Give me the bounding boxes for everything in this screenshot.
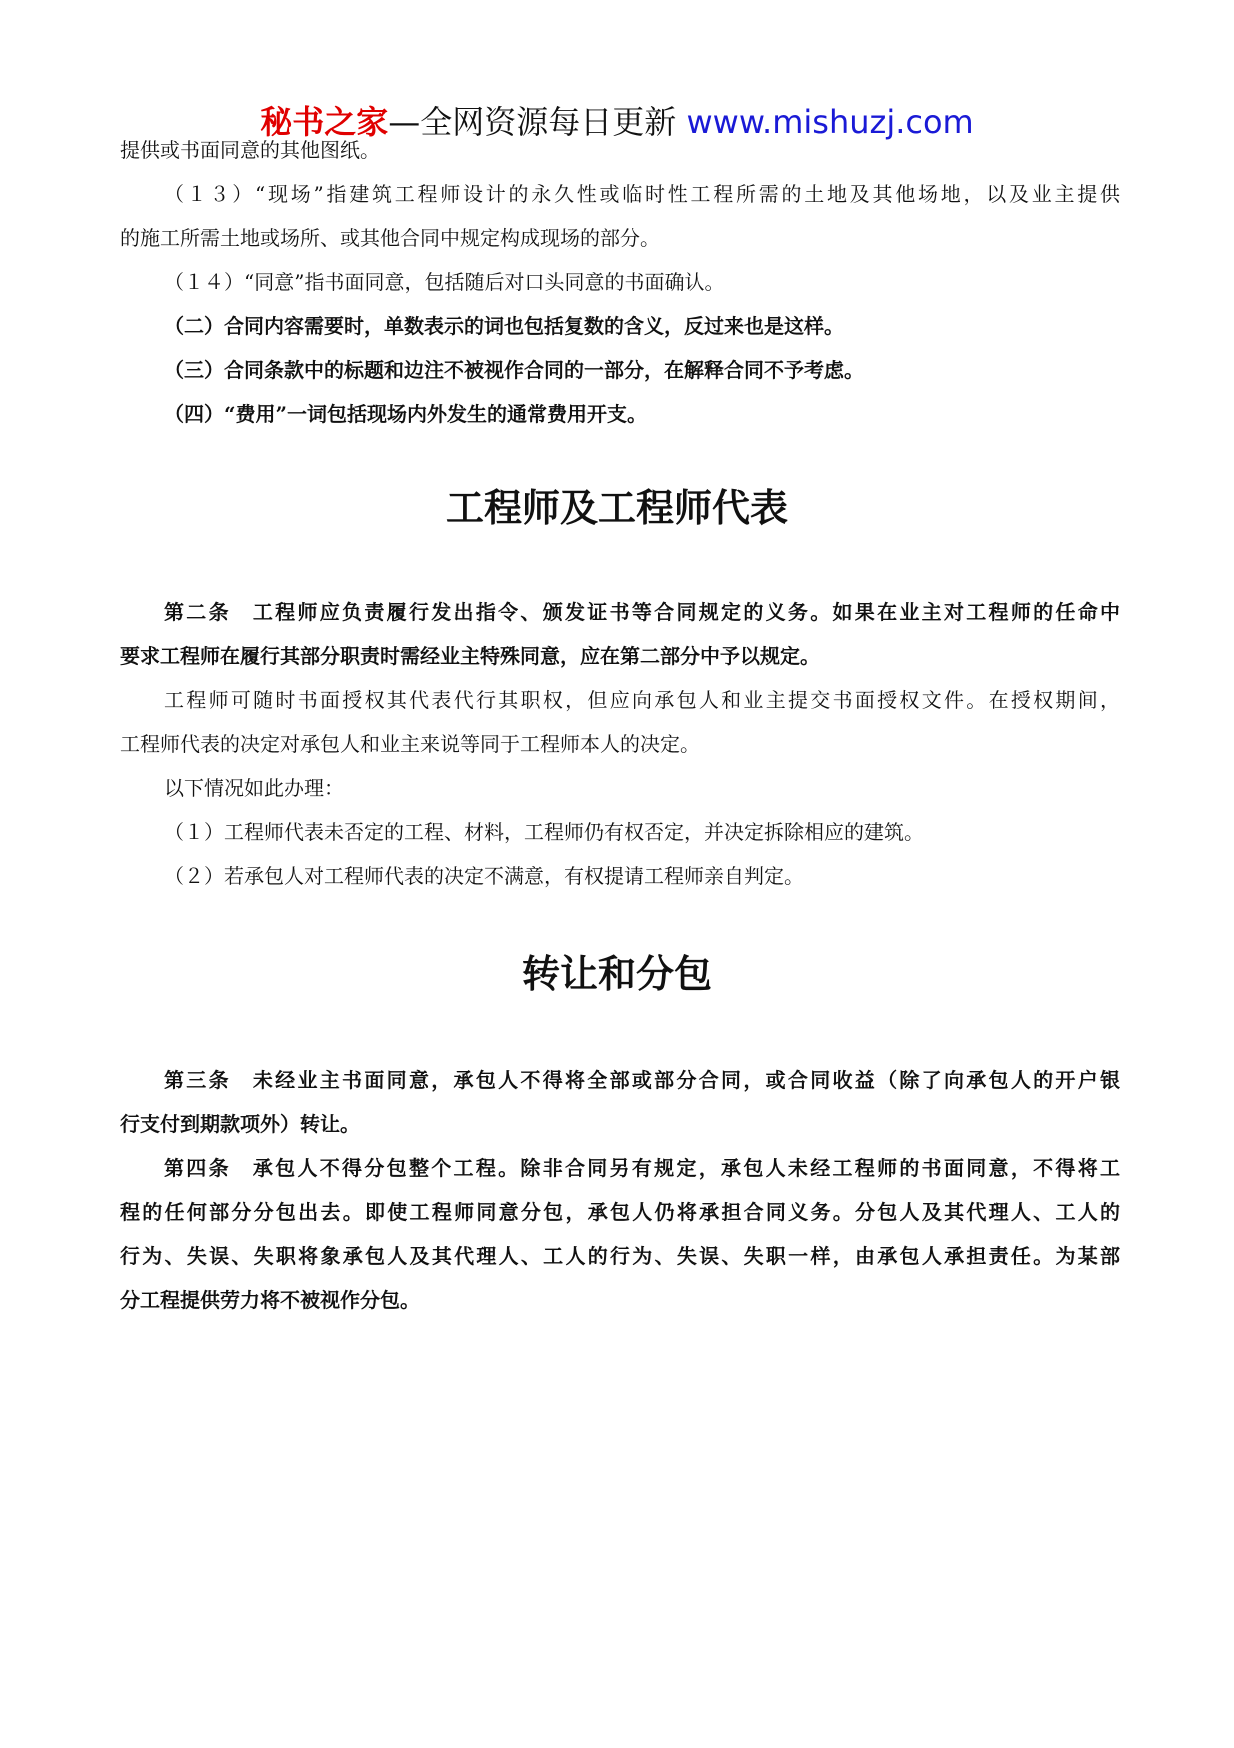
article-4-line-3: 行为、失误、失职将象承包人及其代理人、工人的行为、失误、失职一样，由承包人承担责任。为某部 bbox=[120, 1244, 1120, 1268]
article-3-line-1: 第三条 未经业主书面同意，承包人不得将全部或部分合同，或合同收益（除了向承包人的开户银 bbox=[164, 1068, 1121, 1092]
text-line: （１４）“同意”指书面同意，包括随后对口头同意的书面确认。 bbox=[164, 270, 725, 294]
section-heading: 转让和分包 bbox=[521, 951, 712, 996]
text-line: （１３）“现场”指建筑工程师设计的永久性或临时性工程所需的土地及其他场地，以及业主提供 bbox=[164, 182, 1120, 206]
article-4-line-1: 第四条 承包人不得分包整个工程。除非合同另有规定，承包人未经工程师的书面同意，不得将工 bbox=[164, 1156, 1121, 1180]
article-4-line-4: 分工程提供劳力将不被视作分包。 bbox=[120, 1288, 420, 1312]
list-item: （２）若承包人对工程师代表的决定不满意，有权提请工程师亲自判定。 bbox=[164, 864, 804, 888]
text-line: 工程师可随时书面授权其代表代行其职权，但应向承包人和业主提交书面授权文件。在授权期间， bbox=[164, 688, 1120, 712]
article-4-line-2: 程的任何部分分包出去。即使工程师同意分包，承包人仍将承担合同义务。分包人及其代理人、工人的 bbox=[120, 1200, 1120, 1224]
header-tagline: —全网资源每日更新 bbox=[388, 103, 687, 141]
header-url: www.mishuzj.com bbox=[686, 103, 974, 141]
article-label: 第二条 bbox=[164, 600, 231, 624]
text-line: 工程师代表的决定对承包人和业主来说等同于工程师本人的决定。 bbox=[120, 732, 700, 756]
text-line: 提供或书面同意的其他图纸。 bbox=[120, 138, 380, 162]
section-heading: 工程师及工程师代表 bbox=[445, 485, 788, 530]
bold-clause: （二）合同内容需要时，单数表示的词也包括复数的含义，反过来也是这样。 bbox=[164, 314, 844, 338]
header-brand: 秘书之家 bbox=[260, 103, 389, 141]
list-item: （１）工程师代表未否定的工程、材料，工程师仍有权否定，并决定拆除相应的建筑。 bbox=[164, 820, 924, 844]
article-label: 第四条 bbox=[164, 1156, 231, 1180]
bold-clause: （四）“费用”一词包括现场内外发生的通常费用开支。 bbox=[164, 402, 648, 426]
article-2-line-2: 要求工程师在履行其部分职责时需经业主特殊同意，应在第二部分中予以规定。 bbox=[120, 644, 820, 668]
article-3-line-2: 行支付到期款项外）转让。 bbox=[120, 1112, 360, 1136]
bold-clause: （三）合同条款中的标题和边注不被视作合同的一部分，在解释合同不予考虑。 bbox=[164, 358, 864, 382]
article-label: 第三条 bbox=[164, 1068, 231, 1092]
article-2-line-1: 第二条 工程师应负责履行发出指令、颁发证书等合同规定的义务。如果在业主对工程师的任命中 bbox=[164, 600, 1121, 624]
text-line: 的施工所需土地或场所、或其他合同中规定构成现场的部分。 bbox=[120, 226, 660, 250]
text-line: 以下情况如此办理： bbox=[164, 776, 344, 800]
